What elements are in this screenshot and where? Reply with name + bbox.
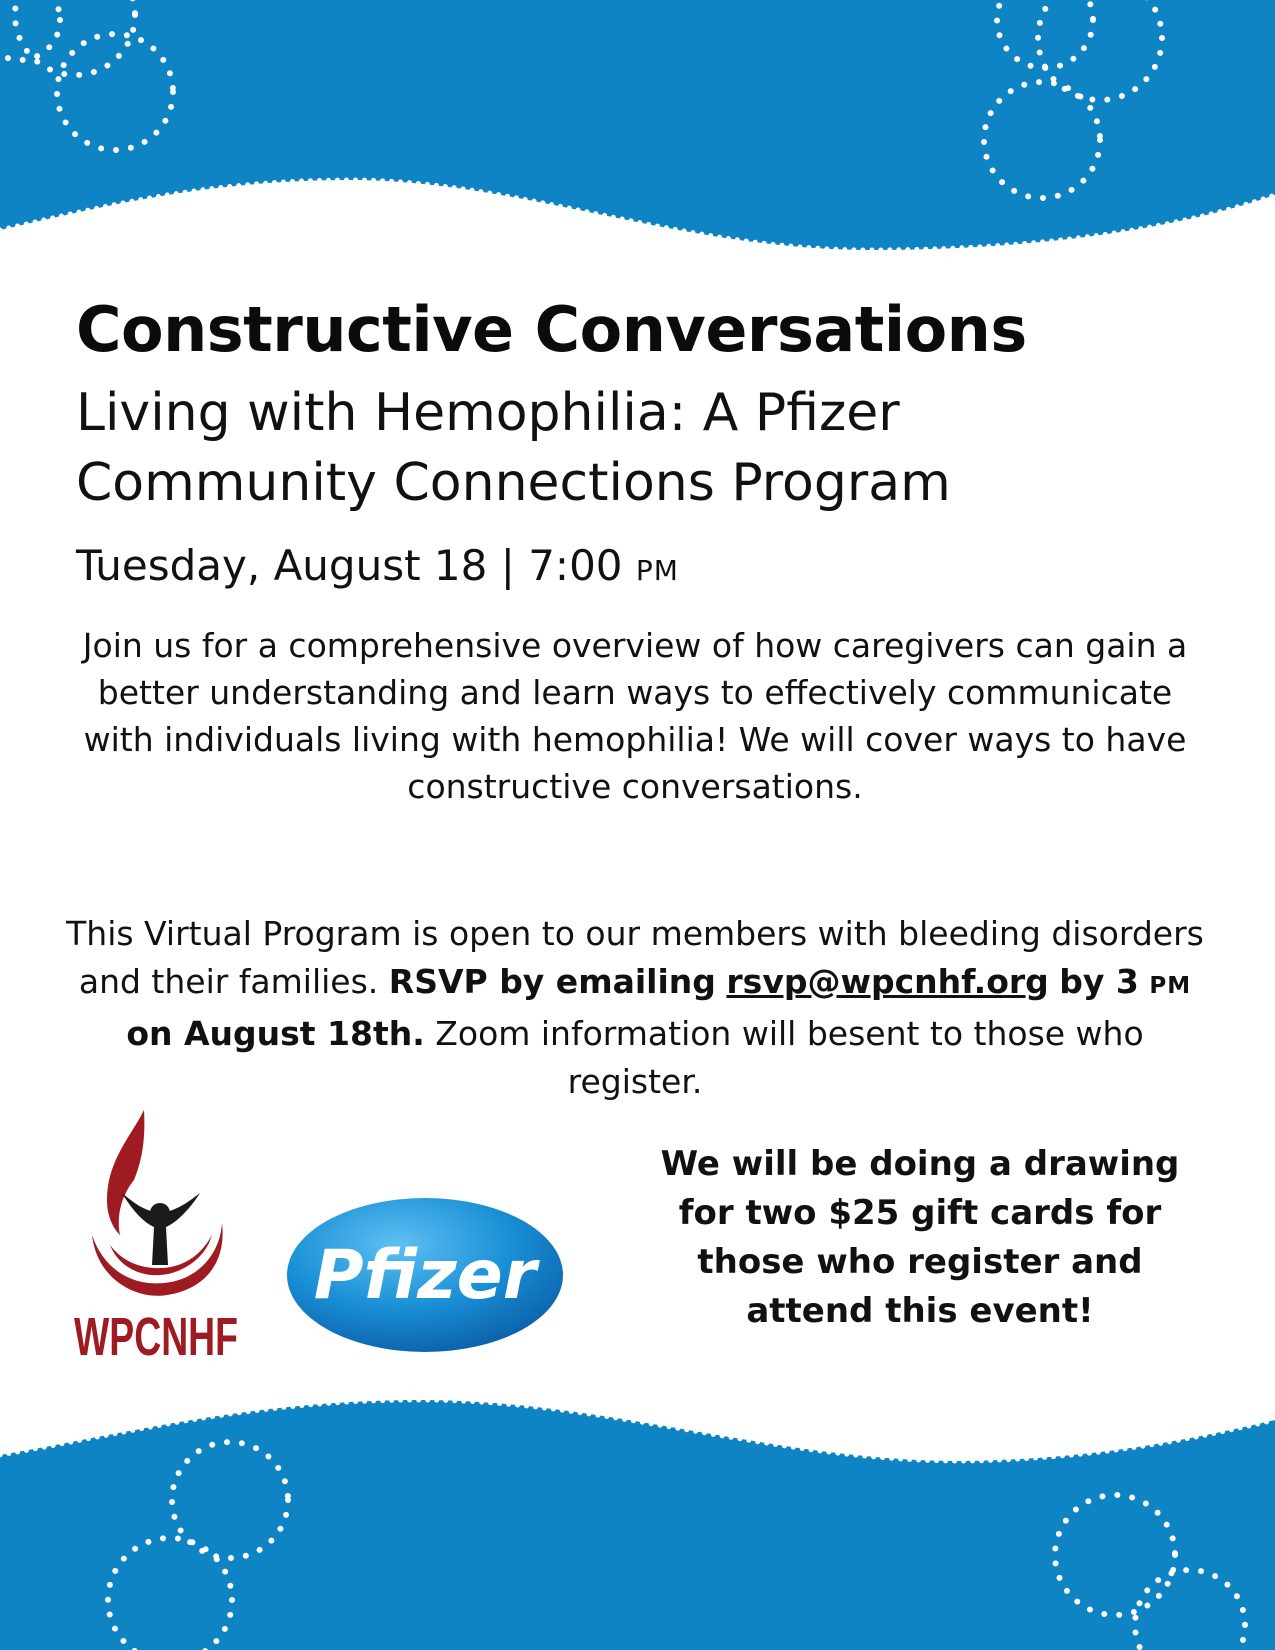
rsvp-bold-text: RSVP by emailing (388, 962, 716, 1001)
top-blue-banner (0, 0, 1275, 250)
bottom-blue-banner (0, 1400, 1275, 1650)
rsvp-lead-text: This Virtual Program is open to our members with bleeding disorders and their families. (66, 914, 1204, 1001)
drawing-announcement: We will be doing a drawing for two $25 gift cards for those who register and attend this event! (660, 1144, 1180, 1331)
rsvp-deadline-date: on August 18th. (126, 1014, 425, 1053)
pfizer-logo (285, 1195, 565, 1355)
event-date: Tuesday, August 18 | 7:00 (76, 541, 623, 590)
rsvp-deadline-suffix: PM (1149, 973, 1192, 999)
event-title: Constructive Conversations (76, 293, 1027, 366)
flame-icon (107, 1110, 144, 1235)
rsvp-email-link[interactable]: rsvp@wpcnhf.org (726, 962, 1049, 1001)
wpcnhf-logo (72, 1105, 242, 1365)
wpcnhf-logo-wordmark: WPCNHF (74, 1307, 238, 1367)
rsvp-paragraph (60, 910, 1210, 1106)
rsvp-deadline-prefix: by 3 (1059, 962, 1139, 1001)
pfizer-logo-wordmark: Pfizer (313, 1236, 537, 1315)
rsvp-trailing-text: Zoom information will besent to those who register. (435, 1014, 1144, 1101)
event-datetime (76, 538, 1076, 599)
event-time-suffix: PM (635, 554, 679, 587)
intro-paragraph: Join us for a comprehensive overview of how caregivers can gain a better understanding and learn ways to effectively communicate with individuals living with hemophilia! We will cover ways to have constructive conversations. (82, 626, 1188, 806)
event-subtitle: Living with Hemophilia: A Pfizer Community Connections Program (76, 383, 951, 513)
